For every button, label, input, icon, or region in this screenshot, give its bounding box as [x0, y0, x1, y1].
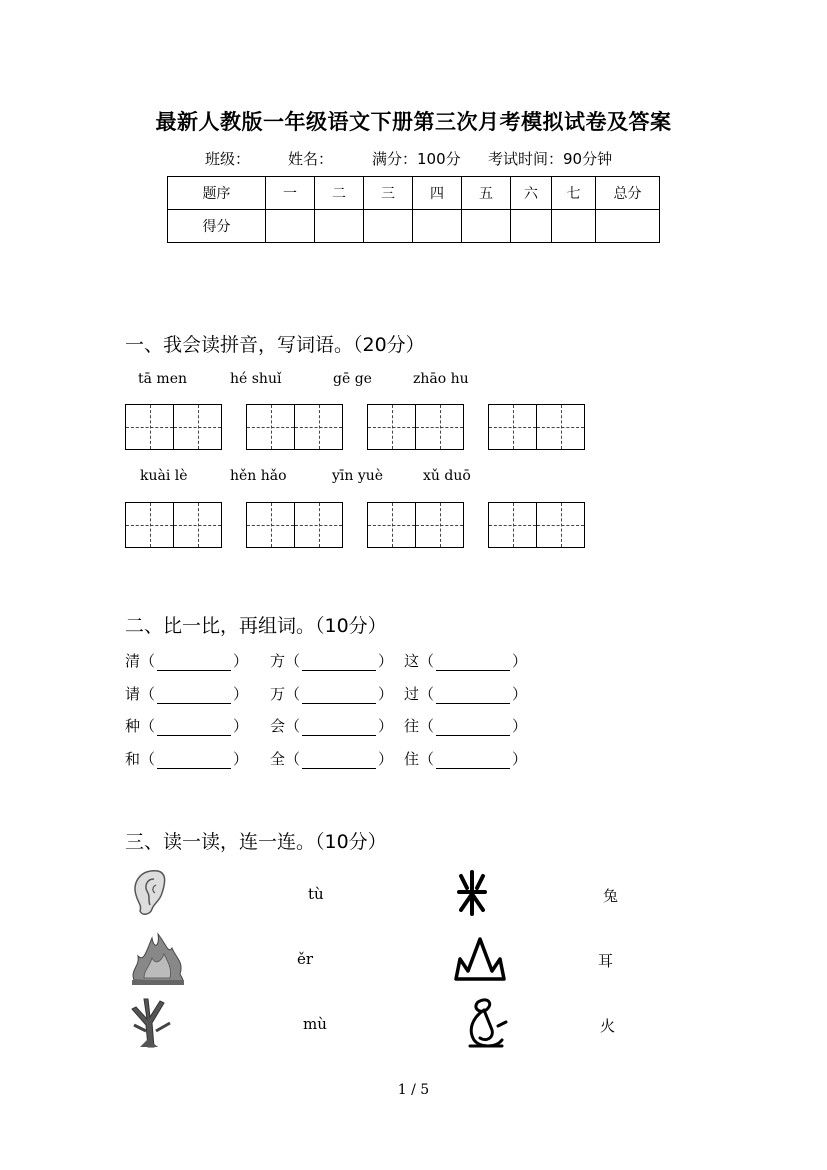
- writing-grid[interactable]: [488, 404, 585, 450]
- open-paren: （: [419, 750, 435, 768]
- score-cell[interactable]: [596, 210, 660, 243]
- close-paren: ）: [233, 685, 249, 703]
- open-paren: （: [285, 717, 301, 735]
- score-row-label: 得分: [168, 210, 266, 243]
- hanzi-tu: 兔: [603, 887, 619, 905]
- score-cell[interactable]: [315, 210, 364, 243]
- score-header-cell: 三: [364, 177, 413, 210]
- name-label: 姓名：: [288, 150, 334, 168]
- close-paren: ）: [512, 750, 528, 768]
- pinyin-mu: mù: [303, 1015, 327, 1033]
- compare-item: [270, 748, 393, 769]
- hanzi-er: 耳: [598, 952, 614, 970]
- word-blank[interactable]: [436, 689, 510, 704]
- pinyin-label: hěn hǎo: [230, 468, 287, 484]
- close-paren: ）: [233, 750, 249, 768]
- close-paren: ）: [512, 717, 528, 735]
- close-paren: ）: [233, 652, 249, 670]
- word-blank[interactable]: [157, 689, 231, 704]
- compare-char: 请: [125, 685, 141, 703]
- writing-grid[interactable]: [246, 502, 343, 548]
- compare-item: [125, 715, 248, 736]
- section3-heading: 三、读一读，连一连。（10分）: [125, 831, 387, 853]
- fire-picture: [128, 930, 188, 988]
- close-paren: ）: [378, 750, 394, 768]
- pinyin-label: xǔ duō: [423, 468, 471, 484]
- pinyin-er: ěr: [297, 950, 314, 968]
- compare-char: 住: [404, 750, 420, 768]
- writing-grid[interactable]: [367, 404, 464, 450]
- score-table-header-row: [168, 177, 660, 210]
- open-paren: （: [140, 652, 156, 670]
- score-header-cell: 总分: [596, 177, 660, 210]
- pinyin-label: kuài lè: [140, 468, 188, 484]
- score-header-cell: 七: [552, 177, 596, 210]
- compare-char: 往: [404, 717, 420, 735]
- compare-item: [270, 683, 393, 704]
- pinyin-label: yīn yuè: [332, 468, 384, 484]
- compare-item: [404, 683, 527, 704]
- full-score: 满分：100分: [372, 150, 461, 168]
- compare-item: [125, 748, 248, 769]
- pinyin-label: zhāo hu: [413, 371, 469, 387]
- compare-item: [404, 650, 527, 671]
- pinyin-label: tā men: [138, 371, 187, 387]
- pinyin-label: hé shuǐ: [230, 371, 282, 387]
- word-blank[interactable]: [157, 656, 231, 671]
- compare-char: 和: [125, 750, 141, 768]
- compare-char: 清: [125, 652, 141, 670]
- compare-char: 会: [270, 717, 286, 735]
- score-header-cell: 题序: [168, 177, 266, 210]
- word-blank[interactable]: [302, 656, 376, 671]
- writing-grid[interactable]: [246, 404, 343, 450]
- writing-grid[interactable]: [488, 502, 585, 548]
- score-header-cell: 六: [511, 177, 552, 210]
- compare-char: 全: [270, 750, 286, 768]
- score-header-cell: 一: [266, 177, 315, 210]
- open-paren: （: [285, 685, 301, 703]
- pinyin-tu: tù: [308, 885, 324, 903]
- compare-item: [404, 748, 527, 769]
- word-blank[interactable]: [436, 656, 510, 671]
- close-paren: ）: [378, 717, 394, 735]
- class-label: 班级：: [205, 150, 251, 168]
- section1-heading: 一、我会读拼音，写词语。（20分）: [125, 334, 425, 356]
- close-paren: ）: [233, 717, 249, 735]
- compare-char: 这: [404, 652, 420, 670]
- writing-grid[interactable]: [125, 404, 222, 450]
- close-paren: ）: [512, 652, 528, 670]
- open-paren: （: [140, 750, 156, 768]
- score-header-cell: 五: [462, 177, 511, 210]
- hanzi-huo: 火: [600, 1017, 616, 1035]
- page-title: 最新人教版一年级语文下册第三次月考模拟试卷及答案: [155, 109, 672, 134]
- tree-picture: [126, 995, 174, 1049]
- score-table-score-row: [168, 210, 660, 243]
- score-cell[interactable]: [552, 210, 596, 243]
- page-number: 1 / 5: [397, 1082, 430, 1098]
- open-paren: （: [140, 717, 156, 735]
- pinyin-label: gē ge: [333, 371, 372, 387]
- compare-item: [125, 683, 248, 704]
- word-blank[interactable]: [302, 721, 376, 736]
- open-paren: （: [285, 652, 301, 670]
- writing-grid[interactable]: [367, 502, 464, 548]
- word-blank[interactable]: [302, 754, 376, 769]
- score-cell[interactable]: [462, 210, 511, 243]
- compare-item: [270, 650, 393, 671]
- open-paren: （: [285, 750, 301, 768]
- word-blank[interactable]: [157, 721, 231, 736]
- section2-heading: 二、比一比，再组词。（10分）: [125, 615, 387, 637]
- word-blank[interactable]: [436, 721, 510, 736]
- compare-item: [270, 715, 393, 736]
- wood-ancient-glyph: [455, 870, 489, 916]
- score-cell[interactable]: [266, 210, 315, 243]
- word-blank[interactable]: [436, 754, 510, 769]
- close-paren: ）: [378, 685, 394, 703]
- ear-picture: [128, 867, 174, 917]
- exam-time: 考试时间：90分钟: [488, 150, 613, 168]
- compare-item: [125, 650, 248, 671]
- score-cell[interactable]: [364, 210, 413, 243]
- rabbit-ancient-glyph: [458, 996, 510, 1052]
- score-cell[interactable]: [413, 210, 462, 243]
- compare-char: 万: [270, 685, 286, 703]
- score-cell[interactable]: [511, 210, 552, 243]
- score-header-cell: 四: [413, 177, 462, 210]
- compare-char: 方: [270, 652, 286, 670]
- open-paren: （: [419, 717, 435, 735]
- open-paren: （: [140, 685, 156, 703]
- score-header-cell: 二: [315, 177, 364, 210]
- open-paren: （: [419, 685, 435, 703]
- open-paren: （: [419, 652, 435, 670]
- score-table: [167, 176, 660, 243]
- word-blank[interactable]: [302, 689, 376, 704]
- writing-grid[interactable]: [125, 502, 222, 548]
- compare-item: [404, 715, 527, 736]
- compare-char: 种: [125, 717, 141, 735]
- compare-char: 过: [404, 685, 420, 703]
- word-blank[interactable]: [157, 754, 231, 769]
- close-paren: ）: [378, 652, 394, 670]
- close-paren: ）: [512, 685, 528, 703]
- fire-ancient-glyph: [452, 935, 508, 985]
